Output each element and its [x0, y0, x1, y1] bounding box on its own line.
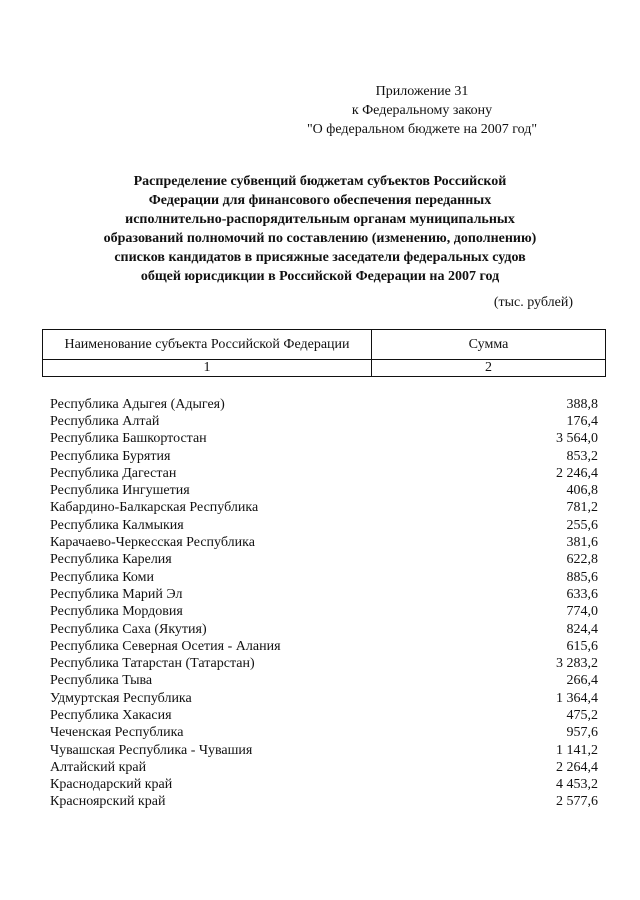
region-name: Краснодарский край [50, 777, 173, 793]
table-row [50, 655, 598, 672]
table-row [50, 431, 598, 448]
region-amount: 885,6 [566, 569, 598, 585]
column-number-2: 2 [372, 360, 606, 377]
table-row [50, 604, 598, 621]
region-name: Карачаево-Черкесская Республика [50, 535, 255, 551]
title-line: исполнительно-распорядительным органам муниципальных [125, 212, 515, 227]
region-name: Республика Коми [50, 569, 154, 585]
region-name: Чеченская Республика [50, 725, 184, 741]
region-amount: 2 264,4 [556, 759, 598, 775]
region-name: Удмуртская Республика [50, 690, 192, 706]
region-name: Республика Ингушетия [50, 483, 190, 499]
region-name: Кабардино-Балкарская Республика [50, 500, 259, 516]
region-amount: 388,8 [566, 396, 598, 412]
region-name: Чувашская Республика - Чувашия [50, 742, 253, 758]
table-row [50, 690, 598, 707]
region-amount: 2 246,4 [556, 465, 598, 481]
appendix-line-2: к Федеральному закону [351, 103, 493, 118]
appendix-line-1: Приложение 31 [375, 84, 469, 99]
table-row [50, 707, 598, 724]
region-amount: 2 577,6 [556, 794, 598, 810]
title-line: Распределение субвенций бюджетам субъектов Российской [133, 174, 507, 189]
region-amount: 957,6 [566, 725, 598, 741]
table-row [50, 552, 598, 569]
table-row [50, 517, 598, 534]
region-name: Алтайский край [50, 759, 147, 775]
region-amount: 255,6 [566, 517, 598, 533]
region-name: Республика Карелия [50, 552, 172, 568]
region-name: Республика Алтай [50, 413, 160, 429]
region-amount: 406,8 [566, 483, 598, 499]
document-title [90, 172, 550, 286]
region-amount: 633,6 [566, 586, 598, 602]
region-amount: 622,8 [566, 552, 598, 568]
table-row [50, 482, 598, 499]
region-name: Республика Мордовия [50, 604, 183, 620]
region-name: Республика Калмыкия [50, 517, 184, 533]
region-amount: 824,4 [566, 621, 598, 637]
region-amount: 615,6 [566, 638, 598, 654]
table-row [50, 742, 598, 759]
title-line: списков кандидатов в присяжные заседатели федеральных судов [114, 250, 526, 265]
table-row [50, 621, 598, 638]
table-row [50, 759, 598, 776]
region-name: Республика Бурятия [50, 448, 171, 464]
table-row [50, 396, 598, 413]
table-row [50, 725, 598, 742]
region-amount: 853,2 [566, 448, 598, 464]
region-amount: 774,0 [566, 604, 598, 620]
region-name: Республика Хакасия [50, 707, 172, 723]
region-name: Республика Марий Эл [50, 586, 183, 602]
table-row [50, 777, 598, 794]
table-row [50, 465, 598, 482]
title-line: образований полномочий по составлению (изменению, дополнению) [103, 231, 537, 246]
region-name: Республика Саха (Якутия) [50, 621, 207, 637]
region-amount: 1 364,4 [556, 690, 598, 706]
appendix-header [272, 82, 572, 139]
table-row [50, 413, 598, 430]
region-name: Республика Дагестан [50, 465, 177, 481]
title-line: общей юрисдикции в Российской Федерации на 2007 год [140, 269, 500, 284]
region-name: Республика Башкортостан [50, 431, 207, 447]
unit-label: (тыс. рублей) [493, 295, 573, 310]
table-row [50, 794, 598, 811]
region-name: Республика Северная Осетия - Алания [50, 638, 281, 654]
table-row [50, 500, 598, 517]
column-header-sum: Сумма [372, 330, 606, 360]
region-amount: 381,6 [566, 535, 598, 551]
table-row [50, 569, 598, 586]
region-name: Республика Татарстан (Татарстан) [50, 656, 255, 672]
table-row [50, 448, 598, 465]
region-amount: 3 564,0 [556, 431, 598, 447]
region-name: Республика Адыгея (Адыгея) [50, 396, 225, 412]
region-amount: 1 141,2 [556, 742, 598, 758]
table-body [50, 396, 598, 811]
title-line: Федерации для финансового обеспечения переданных [148, 193, 492, 208]
region-amount: 781,2 [566, 500, 598, 516]
region-amount: 4 453,2 [556, 777, 598, 793]
table-header [42, 329, 606, 377]
region-amount: 475,2 [566, 707, 598, 723]
region-amount: 266,4 [566, 673, 598, 689]
region-amount: 176,4 [566, 413, 598, 429]
appendix-line-3: "О федеральном бюджете на 2007 год" [306, 122, 538, 137]
table-row [50, 534, 598, 551]
table-row [50, 586, 598, 603]
table-row [50, 673, 598, 690]
region-name: Красноярский край [50, 794, 166, 810]
table-row [50, 638, 598, 655]
column-number-1: 1 [43, 360, 372, 377]
region-amount: 3 283,2 [556, 656, 598, 672]
column-header-name: Наименование субъекта Российской Федерации [43, 330, 372, 360]
region-name: Республика Тыва [50, 673, 153, 689]
